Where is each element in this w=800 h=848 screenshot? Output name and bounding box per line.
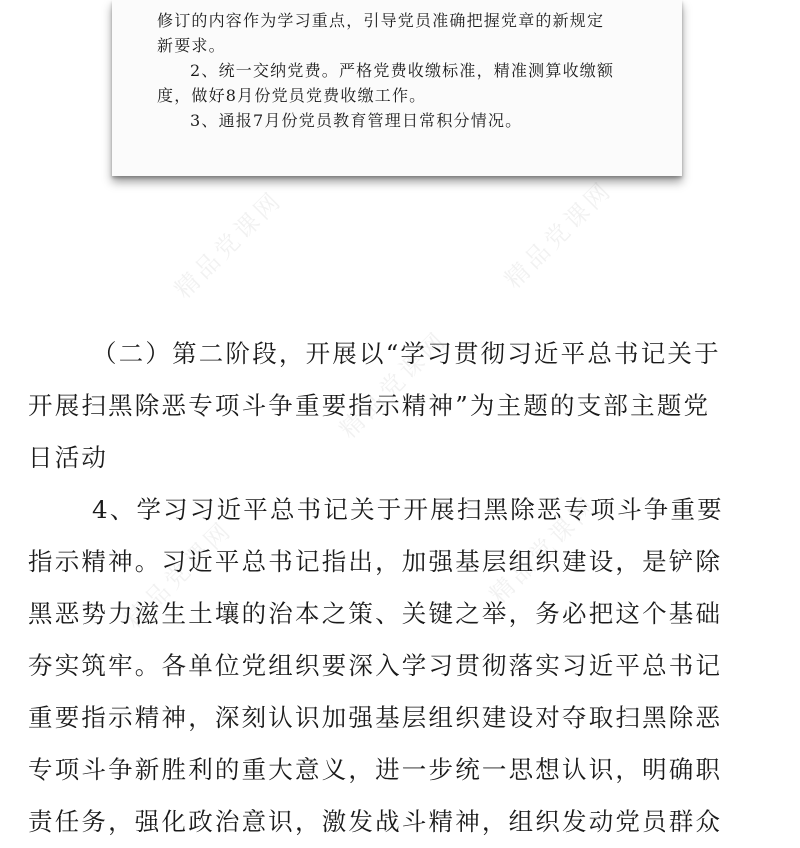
- card-line: 3、通报7月份党员教育管理日常积分情况。: [190, 111, 523, 130]
- watermark: 精品党课网: [484, 490, 604, 610]
- section-heading-line: 日活动: [28, 443, 109, 472]
- watermark: 精品党课网: [334, 325, 454, 445]
- document-body: [0, 328, 800, 848]
- paragraph-line: 责任务，强化政治意识，激发战斗精神，组织发动党员群众: [28, 807, 723, 836]
- card-line: 度，做好8月份党员党费收缴工作。: [157, 86, 427, 105]
- watermark: 精品党课网: [499, 175, 619, 295]
- card-line: 2、统一交纳党费。严格党费收缴标准，精准测算收缴额: [190, 61, 615, 80]
- watermark: 精品党课网: [119, 515, 239, 635]
- embedded-document-card: [112, 0, 682, 176]
- paragraph-line: 重要指示精神，深刻认识加强基层组织建设对夺取扫黑除恶: [28, 703, 723, 732]
- paragraph-line: 夯实筑牢。各单位党组织要深入学习贯彻落实习近平总书记: [28, 651, 723, 680]
- section-heading-line: （二）第二阶段，开展以“学习贯彻习近平总书记关于: [92, 339, 721, 368]
- section-heading-line: 开展扫黑除恶专项斗争重要指示精神”为主题的支部主题党: [28, 391, 711, 420]
- card-line: 修订的内容作为学习重点，引导党员准确把握党章的新规定: [157, 11, 605, 30]
- paragraph-line: 专项斗争新胜利的重大意义，进一步统一思想认识，明确职: [28, 755, 723, 784]
- paragraph-line: 黑恶势力滋生土壤的治本之策、关键之举，务必把这个基础: [28, 599, 723, 628]
- paragraph-line: 4、学习习近平总书记关于开展扫黑除恶专项斗争重要: [92, 495, 724, 524]
- paragraph-line: 指示精神。习近平总书记指出，加强基层组织建设，是铲除: [28, 547, 723, 576]
- watermark: 精品党课网: [169, 185, 289, 305]
- card-line: 新要求。: [157, 36, 226, 55]
